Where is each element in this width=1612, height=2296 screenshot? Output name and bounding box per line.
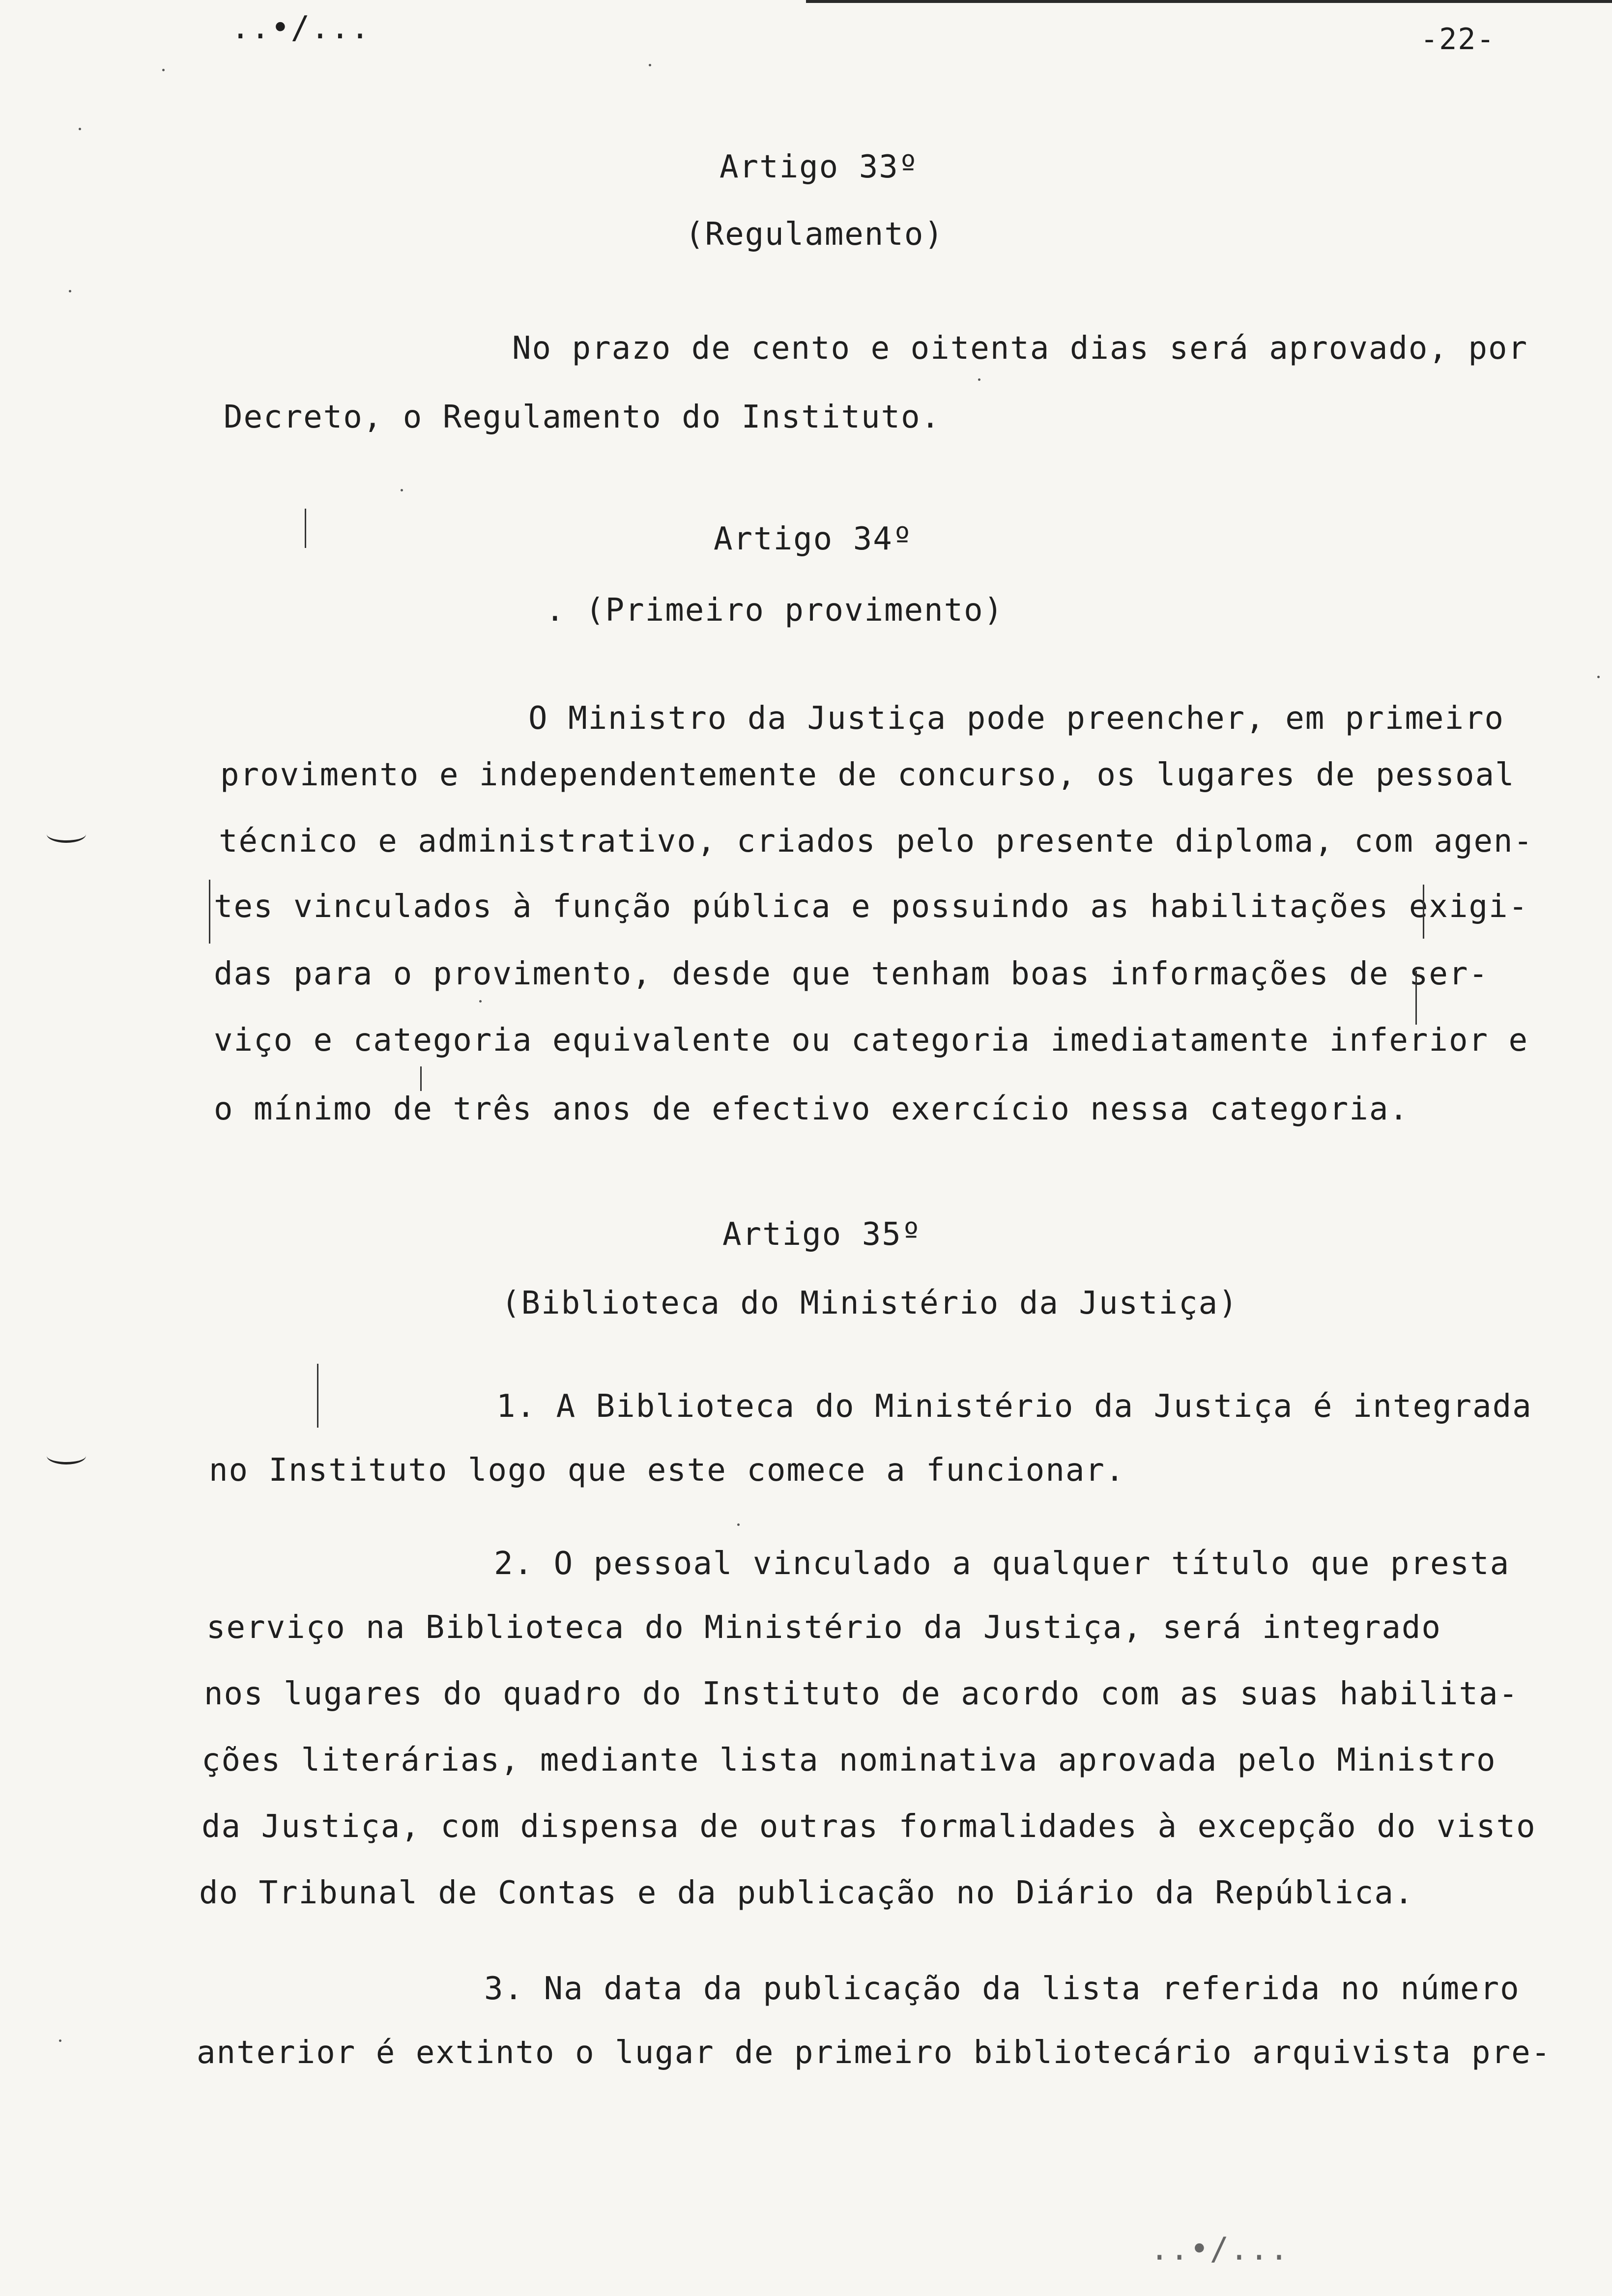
article-34-line-5: das para o provimento, desde que tenham boas informações de ser- — [214, 956, 1489, 992]
hole-punch-mark — [47, 1447, 86, 1464]
continuation-mark-top: ..•/... — [231, 10, 371, 46]
speck — [59, 2039, 61, 2042]
article-33-line-2: Decreto, o Regulamento do Instituto. — [224, 399, 941, 435]
article-35-para-3-line-1: 3. Na data da publicação da lista referida no número — [484, 1971, 1520, 2007]
article-33-heading: Artigo 33º — [720, 149, 919, 185]
speck — [1597, 676, 1600, 678]
article-35-para-1-line-1: 1. A Biblioteca do Ministério da Justiça é integrada — [496, 1388, 1532, 1425]
article-35-heading: Artigo 35º — [722, 1216, 922, 1253]
article-35-para-2-line-3: nos lugares do quadro do Instituto de acordo com as suas habilita- — [204, 1676, 1519, 1712]
article-35-subtitle: (Biblioteca do Ministério da Justiça) — [501, 1285, 1238, 1321]
article-34-line-2: provimento e independentemente de concurso, os lugares de pessoal — [220, 757, 1515, 793]
article-34-line-3: técnico e administrativo, criados pelo presente diploma, com agen- — [219, 823, 1534, 860]
article-35-para-2-line-6: do Tribunal de Contas e da publicação no Diário da República. — [199, 1875, 1414, 1911]
margin-bracket — [1415, 971, 1417, 1025]
speck — [649, 64, 651, 66]
article-35-para-3-line-2: anterior é extinto o lugar de primeiro bibliotecário arquivista pre- — [197, 2035, 1552, 2071]
continuation-mark-bottom: ..•/... — [1150, 2231, 1290, 2267]
speck — [79, 128, 81, 130]
speck — [737, 1523, 740, 1526]
speck — [978, 378, 980, 381]
speck — [401, 489, 403, 491]
article-34-line-7: o mínimo de três anos de efectivo exercício nessa categoria. — [214, 1091, 1409, 1127]
margin-mark — [420, 1066, 422, 1091]
article-35-para-2-line-5: da Justiça, com dispensa de outras formalidades à excepção do visto — [202, 1808, 1536, 1845]
article-34-heading: Artigo 34º — [714, 521, 913, 557]
speck — [162, 69, 165, 71]
margin-mark — [317, 1364, 318, 1428]
article-34-line-6: viço e categoria equivalente ou categoria imediatamente inferior e — [214, 1022, 1529, 1059]
page-number: -22- — [1420, 22, 1496, 57]
article-35-para-2-line-1: 2. O pessoal vinculado a qualquer título que presta — [494, 1546, 1510, 1582]
article-33-line-1: No prazo de cento e oitenta dias será aprovado, por — [512, 330, 1528, 367]
article-34-line-1: O Ministro da Justiça pode preencher, em primeiro — [528, 700, 1505, 737]
speck — [479, 1000, 482, 1003]
top-border-line — [806, 0, 1612, 3]
speck — [69, 290, 71, 292]
article-34-line-4: tes vinculados à função pública e possuindo as habilitações exigi- — [214, 889, 1529, 925]
margin-bracket — [209, 880, 210, 944]
article-35-para-2-line-2: serviço na Biblioteca do Ministério da Justiça, será integrado — [206, 1609, 1441, 1646]
hole-punch-mark — [47, 826, 86, 843]
article-35-para-2-line-4: ções literárias, mediante lista nominativa aprovada pelo Ministro — [202, 1742, 1497, 1779]
margin-bracket — [1423, 885, 1424, 939]
article-34-subtitle: . (Primeiro provimento) — [546, 592, 1004, 629]
article-35-para-1-line-2: no Instituto logo que este comece a funcionar. — [209, 1452, 1125, 1489]
margin-mark — [305, 509, 306, 548]
article-33-subtitle: (Regulamento) — [685, 216, 944, 253]
